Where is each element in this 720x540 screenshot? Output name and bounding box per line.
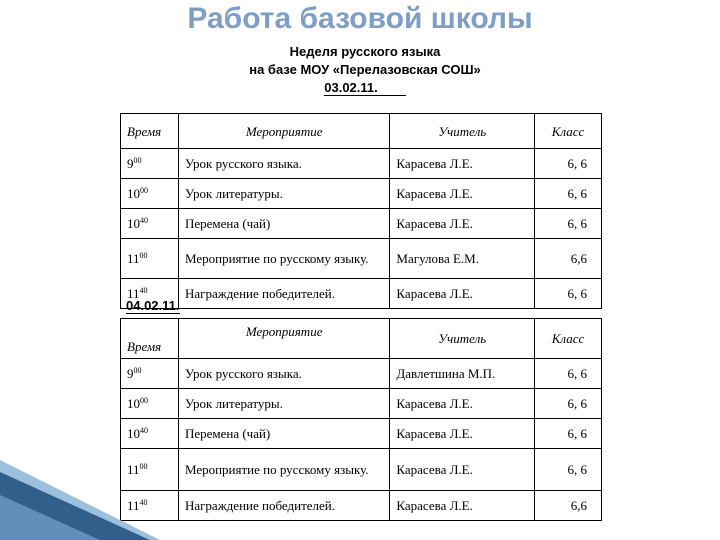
header-time: Время (121, 319, 179, 359)
cell-event: Перемена (чай) (178, 209, 389, 239)
cell-teacher: Карасева Л.Е. (390, 209, 535, 239)
time-minutes: 00 (139, 251, 148, 260)
cell-class: 6,6 (535, 239, 602, 279)
schedule-table-day1 (120, 113, 602, 309)
time-hour: 10 (127, 426, 140, 441)
time-hour: 11 (127, 462, 140, 477)
cell-event: Мероприятие по русскому языку. (178, 449, 389, 491)
time-minutes: 00 (139, 462, 148, 471)
decorative-corner-graphic (0, 440, 160, 540)
cell-time (121, 359, 179, 389)
time-hour: 9 (127, 156, 134, 171)
table-row (121, 419, 602, 449)
time-minutes: 40 (140, 426, 148, 435)
time-minutes: 40 (139, 498, 148, 507)
table-row (121, 149, 602, 179)
time-minutes: 40 (139, 286, 148, 295)
cell-time (121, 209, 179, 239)
time-hour: 9 (127, 366, 134, 381)
table-row (121, 449, 602, 491)
cell-teacher: Карасева Л.Е. (390, 179, 535, 209)
date-2: 04.02.11. (126, 298, 180, 313)
cell-class: 6, 6 (535, 389, 602, 419)
date-1: 03.02.11. (324, 80, 406, 96)
cell-teacher: Карасева Л.Е. (390, 419, 535, 449)
subtitle-line1: Неделя русского языка (289, 44, 441, 59)
cell-time (121, 239, 179, 279)
subtitle-line2: на базе МОУ «Перелазовская СОШ» (249, 62, 481, 77)
cell-time (121, 149, 179, 179)
header-time: Время (121, 114, 179, 149)
cell-class: 6, 6 (535, 209, 602, 239)
page-title: Работа базовой школы (187, 2, 533, 35)
cell-teacher: Карасева Л.Е. (390, 149, 535, 179)
cell-event: Награждение победителей. (178, 279, 389, 309)
cell-teacher: Карасева Л.Е. (390, 279, 535, 309)
cell-event: Урок литературы. (178, 179, 389, 209)
time-minutes: 00 (133, 366, 142, 375)
time-minutes: 40 (140, 216, 148, 225)
cell-class: 6, 6 (535, 149, 602, 179)
header-class: Класс (535, 114, 602, 149)
table-row (121, 239, 602, 279)
time-hour: 10 (127, 186, 140, 201)
table-row (121, 179, 602, 209)
cell-teacher: Карасева Л.Е. (390, 491, 535, 521)
table-row (121, 279, 602, 309)
table-row (121, 209, 602, 239)
cell-class: 6, 6 (535, 419, 602, 449)
subtitle-date (200, 80, 530, 95)
time-hour: 11 (127, 251, 140, 266)
cell-event: Награждение победителей. (178, 491, 389, 521)
cell-event: Урок русского языка. (178, 359, 389, 389)
cell-teacher: Давлетшина М.П. (390, 359, 535, 389)
header-teacher: Учитель (390, 114, 535, 149)
cell-event: Перемена (чай) (178, 419, 389, 449)
cell-time (121, 179, 179, 209)
table-row (121, 389, 602, 419)
cell-class: 6, 6 (535, 279, 602, 309)
header-event: Мероприятие (178, 114, 389, 149)
cell-class: 6, 6 (535, 179, 602, 209)
cell-class: 6, 6 (535, 359, 602, 389)
date-2-label (126, 298, 180, 313)
cell-event: Урок русского языка. (178, 149, 389, 179)
table-header-row (121, 319, 602, 359)
time-hour: 11 (127, 286, 140, 301)
time-minutes: 00 (140, 396, 148, 405)
time-minutes: 00 (133, 156, 142, 165)
cell-event: Мероприятие по русскому языку. (178, 239, 389, 279)
cell-teacher: Карасева Л.Е. (390, 449, 535, 491)
cell-class: 6,6 (535, 491, 602, 521)
table-header-row (121, 114, 602, 149)
cell-class: 6, 6 (535, 449, 602, 491)
time-hour: 11 (127, 498, 140, 513)
header-class: Класс (535, 319, 602, 359)
cell-teacher: Карасева Л.Е. (390, 389, 535, 419)
schedule-table-day2 (120, 318, 602, 521)
time-hour: 10 (127, 396, 140, 411)
cell-teacher: Магулова Е.М. (390, 239, 535, 279)
cell-time (121, 389, 179, 419)
header-teacher: Учитель (390, 319, 535, 359)
cell-event: Урок литературы. (178, 389, 389, 419)
time-hour: 10 (127, 216, 140, 231)
table-row (121, 491, 602, 521)
time-minutes: 00 (140, 186, 148, 195)
header-event: Мероприятие (178, 319, 389, 359)
table-row (121, 359, 602, 389)
